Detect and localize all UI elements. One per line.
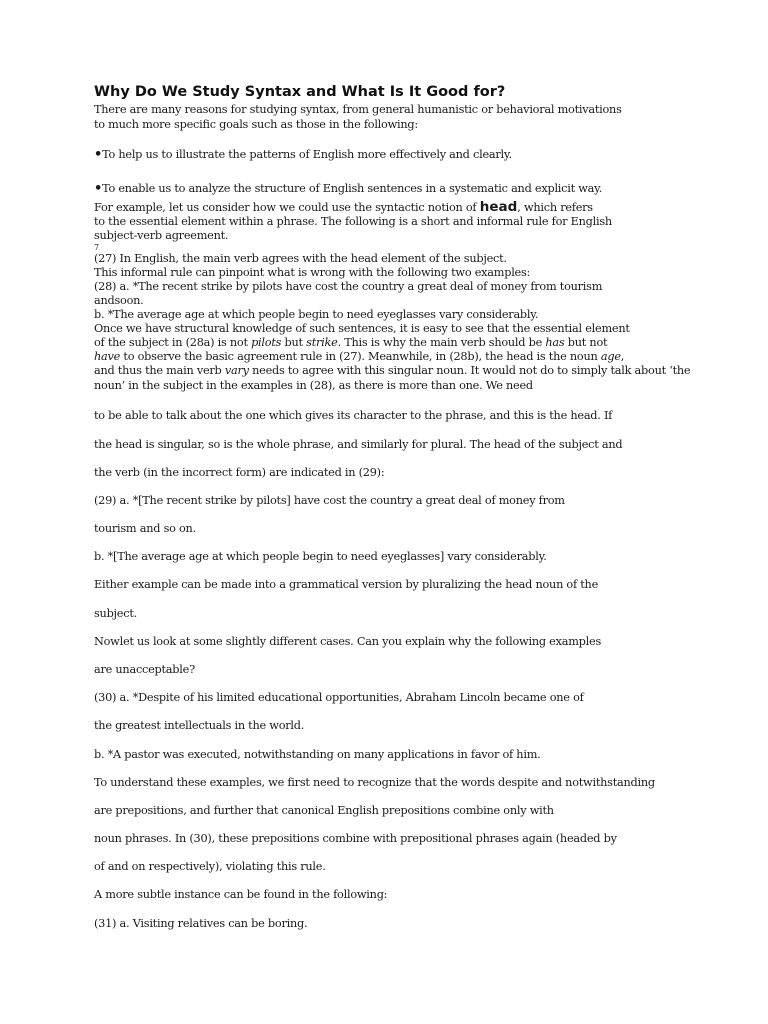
example-30a-cont: the greatest intellectuals in the world. [94,719,305,732]
text-run: For example, let us consider how we could use the syntactic notion of [94,201,480,214]
emphasis: age [600,350,621,363]
paragraph-line [94,350,624,364]
paragraph-line: to be able to talk about the one which gives its character to the phrase, and this is the head. If [94,409,613,422]
paragraph-line: Once we have structural knowledge of such sentences, it is easy to see that the essential element [94,322,630,335]
emphasis: have [94,350,121,363]
emphasis: vary [224,364,249,377]
example-30b: b. *A pastor was executed, notwithstanding on many applications in favor of him. [94,748,541,761]
example-28a-cont: andsoon. [94,294,144,307]
bullet-icon: • [94,147,103,162]
example-28a: (28) a. *The recent strike by pilots have cost the country a great deal of money from tourism [94,280,603,293]
example-29b: b. *[The average age at which people begin to need eyeglasses] vary considerably. [94,550,547,563]
term-head: head [479,199,518,215]
text-run: but [281,336,307,349]
page-title: Why Do We Study Syntax and What Is It Good for? [94,84,506,100]
text-run: to observe the basic agreement rule in (27). Meanwhile, in (28b), the head is the noun [120,350,601,363]
paragraph-line: the head is singular, so is the whole phrase, and similarly for plural. The head of the subject and [94,438,623,451]
text-run: , [620,350,625,363]
bullet-text: To help us to illustrate the patterns of English more effectively and clearly. [102,148,512,161]
emphasis: has [545,336,565,349]
paragraph-line: are unacceptable? [94,663,195,676]
bullet-text: To enable us to analyze the structure of English sentences in a systematic and explicit way. [102,182,603,195]
text-run: of the subject in (28a) is not [94,336,252,349]
paragraph-line: Either example can be made into a grammatical version by pluralizing the head noun of the [94,578,599,591]
text-run: , which refers [517,201,593,214]
intro-line-1: There are many reasons for studying syntax, from general humanistic or behavioral motivations [94,103,622,116]
paragraph-line: subject-verb agreement. [94,229,229,242]
text-run: and thus the main verb [94,364,225,377]
paragraph-line: are prepositions, and further that canonical English prepositions combine only with [94,804,554,817]
paragraph-line: A more subtle instance can be found in the following: [94,888,388,901]
paragraph-line: Nowlet us look at some slightly different cases. Can you explain why the following examples [94,635,602,648]
example-29a-cont: tourism and so on. [94,522,196,535]
intro-line-2: to much more specific goals such as those in the following: [94,118,418,131]
example-27: (27) In English, the main verb agrees with the head element of the subject. [94,252,507,265]
text-run: needs to agree with this singular noun. It would not do to simply talk about ‘the [248,364,691,377]
text-run: but not [564,336,608,349]
example-29a: (29) a. *[The recent strike by pilots] have cost the country a great deal of money from [94,494,565,507]
emphasis: pilots [251,336,282,349]
paragraph-line: the verb (in the incorrect form) are indicated in (29): [94,466,385,479]
paragraph-line: to the essential element within a phrase. The following is a short and informal rule for English [94,215,612,228]
bullet-item-2 [94,182,602,196]
paragraph-line: of and on respectively), violating this rule. [94,860,326,873]
paragraph-line: noun phrases. In (30), these prepositions combine with prepositional phrases again (headed by [94,832,617,845]
bullet-icon: • [94,181,103,196]
example-30a: (30) a. *Despite of his limited educational opportunities, Abraham Lincoln became one of [94,691,584,704]
paragraph-line [94,200,593,215]
emphasis: strike [306,336,338,349]
bullet-item-1 [94,148,512,162]
example-31a: (31) a. Visiting relatives can be boring. [94,917,308,930]
paragraph-line: subject. [94,607,137,620]
example-28b: b. *The average age at which people begin to need eyeglasses vary considerably. [94,308,539,321]
text-run: . This is why the main verb should be [337,336,546,349]
paragraph-line [94,364,690,378]
footnote-mark: 7 [94,243,99,252]
paragraph-line [94,336,607,350]
paragraph-line: This informal rule can pinpoint what is wrong with the following two examples: [94,266,531,279]
paragraph-line: To understand these examples, we first need to recognize that the words despite and notwithstanding [94,776,655,789]
paragraph-line: noun’ in the subject in the examples in (28), as there is more than one. We need [94,379,533,392]
